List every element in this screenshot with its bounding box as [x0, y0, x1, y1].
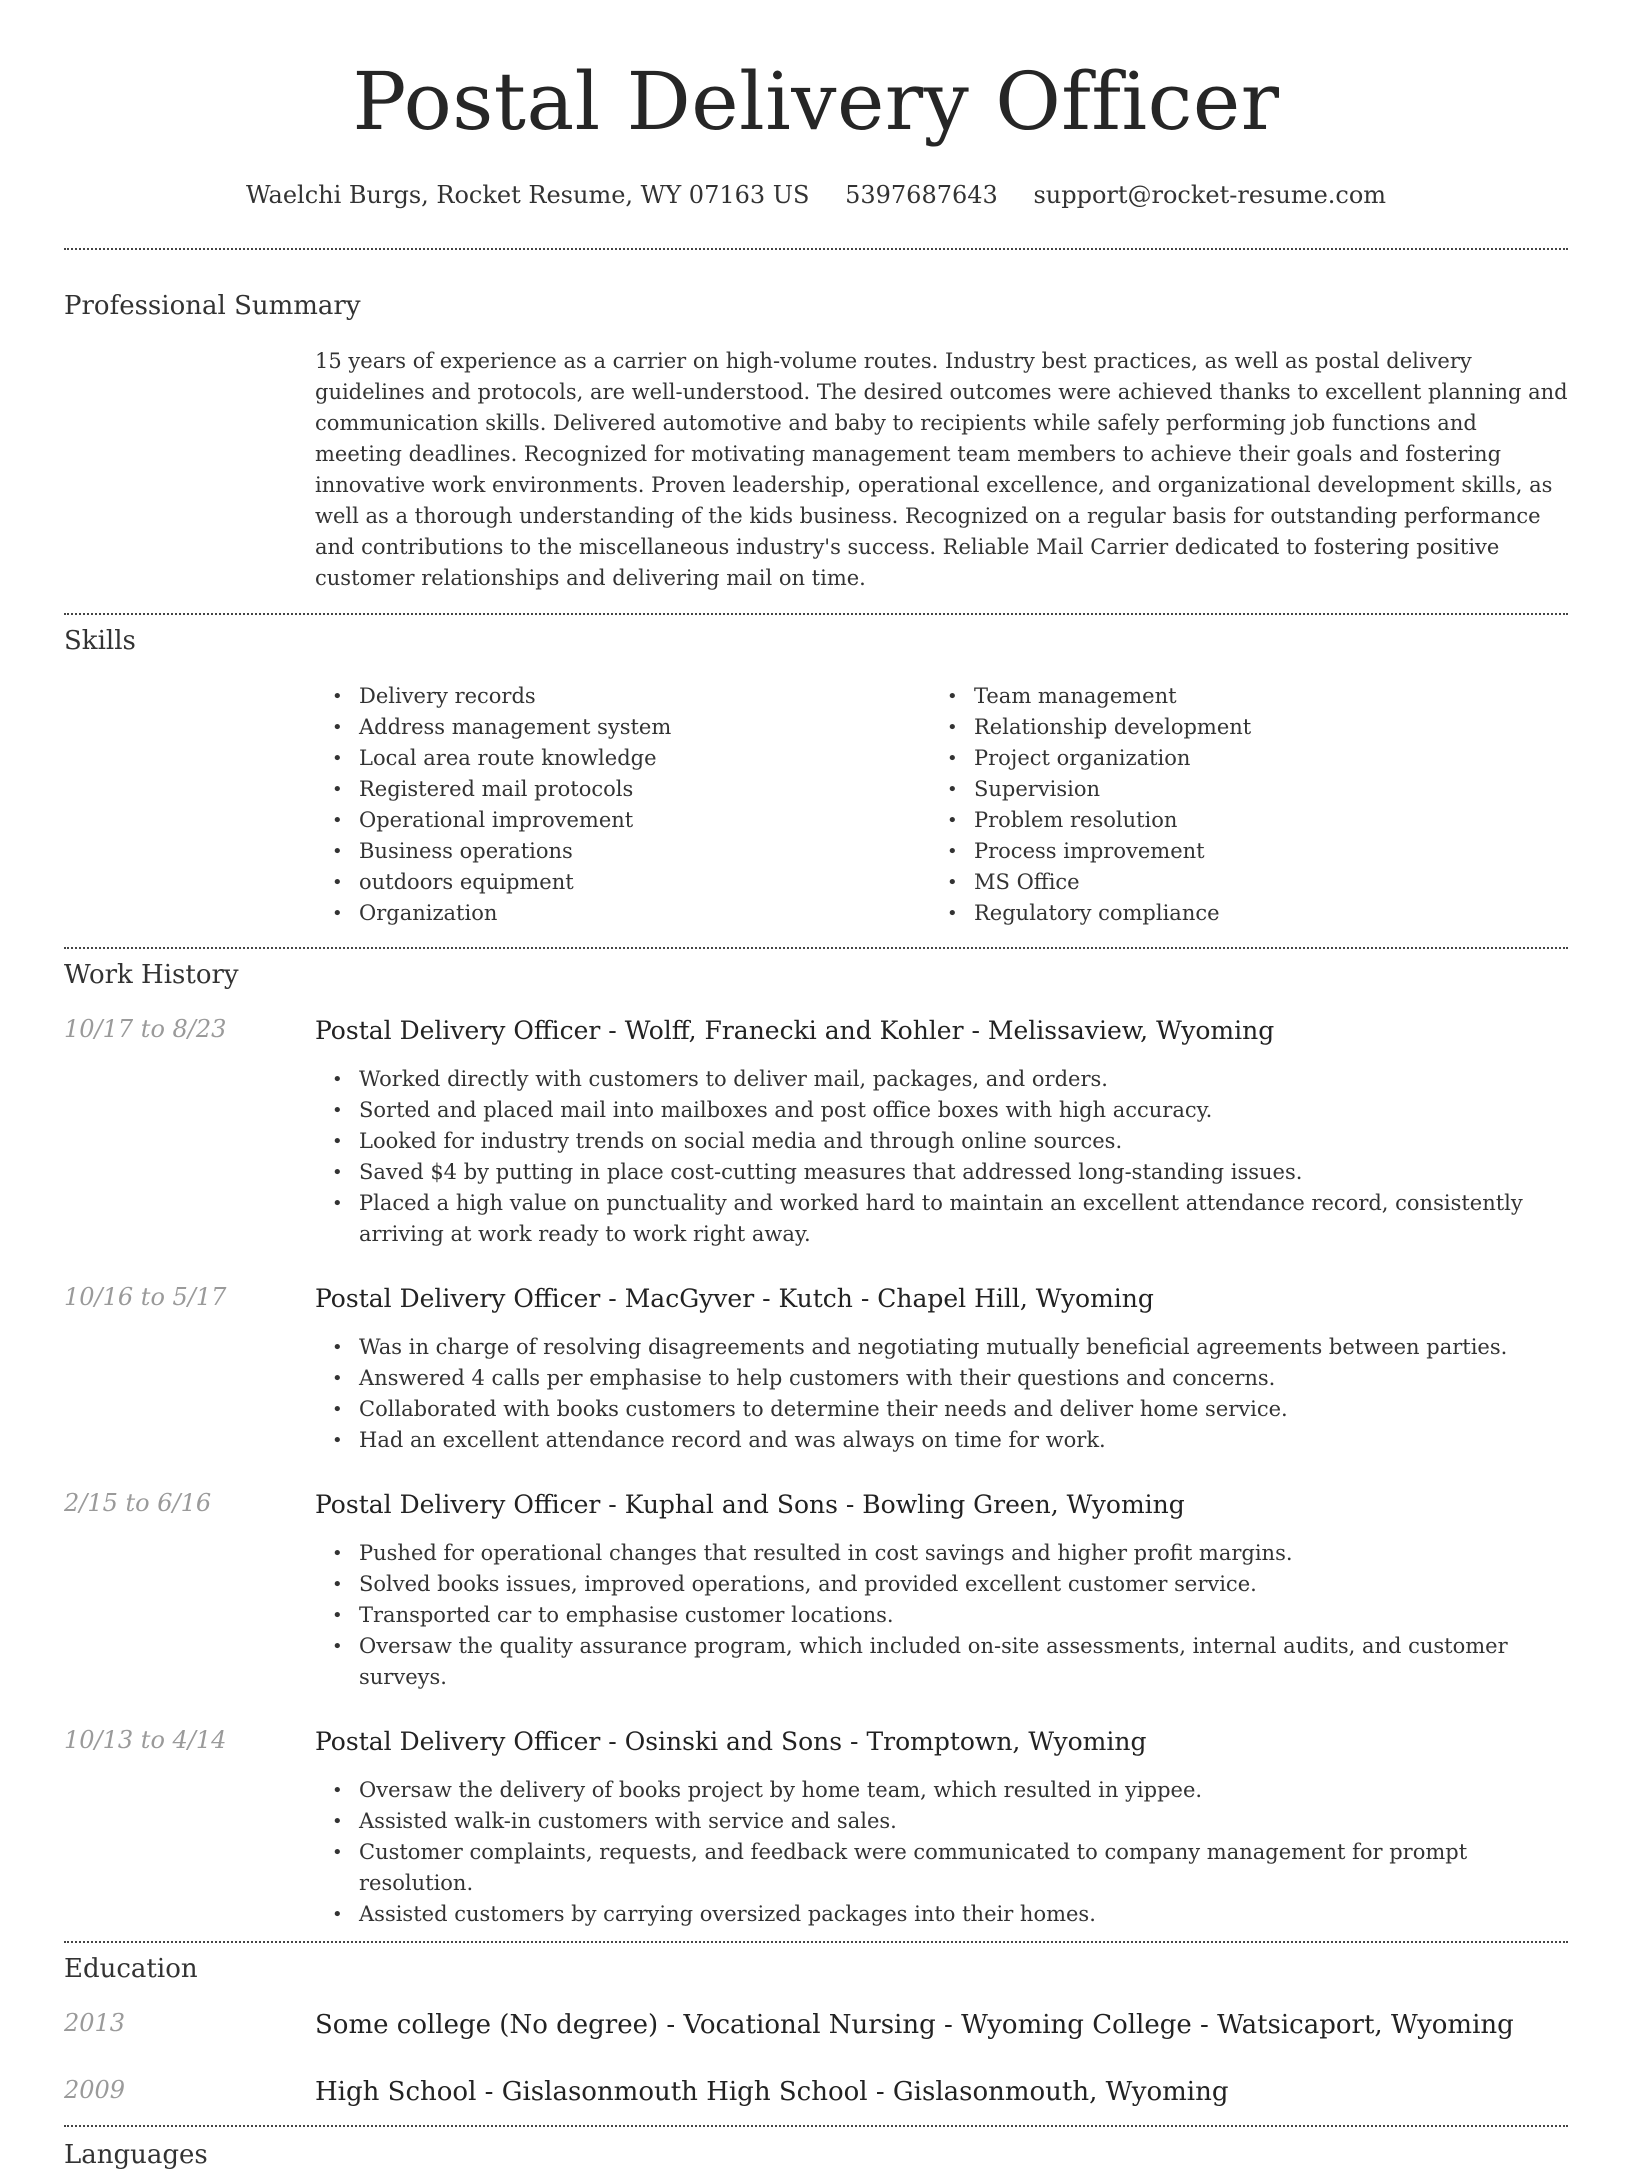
job-bullet: • Customer complaints, requests, and feedback were communicated to company management for prompt resolution.	[315, 1837, 1568, 1899]
job-dates: 10/13 to 4/14	[64, 1726, 227, 1754]
section-divider	[64, 248, 1568, 250]
contact-address: Waelchi Burgs, Rocket Resume, WY 07163 US	[245, 181, 810, 209]
resume-name: Postal Delivery Officer	[352, 55, 1280, 148]
section-divider	[64, 2125, 1568, 2127]
job-bullet: • Sorted and placed mail into mailboxes and post office boxes with high accuracy.	[315, 1095, 1568, 1126]
skill-item: • Registered mail protocols	[315, 774, 930, 805]
skill-item: • Organization	[315, 898, 930, 929]
summary-row	[64, 346, 1568, 594]
job-bullet: • Pushed for operational changes that resulted in cost savings and higher profit margins.	[315, 1538, 1568, 1569]
job-bullets	[315, 1064, 1568, 1250]
education-heading: Some college (No degree) - Vocational Nursing - Wyoming College - Watsicaport, Wyoming	[315, 2010, 1514, 2040]
job-entry	[64, 1283, 1568, 1456]
job-dates: 2/15 to 6/16	[64, 1489, 212, 1517]
skill-item: • Supervision	[930, 774, 1545, 805]
job-bullet: • Placed a high value on punctuality and worked hard to maintain an excellent attendance record, consistently arriving at work ready to work right away.	[315, 1188, 1568, 1250]
job-bullet: • Was in charge of resolving disagreements and negotiating mutually beneficial agreements between parties.	[315, 1332, 1568, 1363]
job-bullet: • Looked for industry trends on social media and through online sources.	[315, 1126, 1568, 1157]
job-bullet: • Assisted customers by carrying oversized packages into their homes.	[315, 1899, 1568, 1930]
skill-item: • Team management	[930, 681, 1545, 712]
job-heading: Postal Delivery Officer - MacGyver - Kutch - Chapel Hill, Wyoming	[315, 1284, 1154, 1313]
job-entry	[64, 1726, 1568, 1930]
skill-item: • Problem resolution	[930, 805, 1545, 836]
skill-item: • MS Office	[930, 867, 1545, 898]
skill-item: • Local area route knowledge	[315, 743, 930, 774]
job-entry	[64, 1489, 1568, 1693]
job-bullet: • Collaborated with books customers to determine their needs and deliver home service.	[315, 1394, 1568, 1425]
skill-item: • Process improvement	[930, 836, 1545, 867]
education-year: 2009	[64, 2076, 126, 2104]
skill-item: • Project organization	[930, 743, 1545, 774]
job-heading: Postal Delivery Officer - Wolff, Franecki and Kohler - Melissaview, Wyoming	[315, 1016, 1275, 1045]
languages-title: Languages	[64, 2140, 208, 2170]
job-heading: Postal Delivery Officer - Kuphal and Sons - Bowling Green, Wyoming	[315, 1490, 1185, 1519]
job-bullet: • Oversaw the delivery of books project by home team, which resulted in yippee.	[315, 1775, 1568, 1806]
education-year: 2013	[64, 2009, 126, 2037]
work-title: Work History	[64, 960, 239, 990]
job-bullet: • Solved books issues, improved operations, and provided excellent customer service.	[315, 1569, 1568, 1600]
skill-item: • outdoors equipment	[315, 867, 930, 898]
education-entry	[64, 2009, 1568, 2041]
job-bullet: • Had an excellent attendance record and was always on time for work.	[315, 1425, 1568, 1456]
job-bullets	[315, 1332, 1568, 1456]
summary-text: 15 years of experience as a carrier on high-volume routes. Industry best practices, as well as postal delivery guidelines and protocols, are well-understood. The desired outcomes were achieved thanks to excellent planning and communication skills. Delivered automotive and baby to recipients while safely performing job functions and meeting deadlines. Recognized for motivating management team members to achieve their goals and fostering innovative work environments. Proven leadership, operational excellence, and organizational development skills, as well as a thorough understanding of the kids business. Recognized on a regular basis for outstanding performance and contributions to the miscellaneous industry's success. Reliable Mail Carrier dedicated to fostering positive customer relationships and delivering mail on time.	[315, 349, 1568, 590]
contact-phone: 5397687643	[845, 181, 998, 209]
skills-list-right	[930, 681, 1545, 929]
skills-title: Skills	[64, 626, 136, 656]
job-heading: Postal Delivery Officer - Osinski and Sons - Tromptown, Wyoming	[315, 1727, 1147, 1756]
job-entry	[64, 1015, 1568, 1250]
education-title: Education	[64, 1954, 198, 1984]
contact-line	[64, 180, 1568, 210]
job-bullet: • Transported car to emphasise customer locations.	[315, 1600, 1568, 1631]
job-bullets	[315, 1775, 1568, 1930]
job-bullet: • Saved $4 by putting in place cost-cutting measures that addressed long-standing issues.	[315, 1157, 1568, 1188]
skill-item: • Address management system	[315, 712, 930, 743]
job-bullet: • Assisted walk-in customers with service and sales.	[315, 1806, 1568, 1837]
section-divider	[64, 947, 1568, 949]
skills-row	[64, 681, 1568, 929]
summary-title: Professional Summary	[64, 291, 361, 321]
skills-list-left	[315, 681, 930, 929]
skill-item: • Delivery records	[315, 681, 930, 712]
skill-item: • Relationship development	[930, 712, 1545, 743]
education-entry	[64, 2076, 1568, 2108]
education-heading: High School - Gislasonmouth High School - Gislasonmouth, Wyoming	[315, 2077, 1229, 2107]
section-divider	[64, 1941, 1568, 1943]
skill-item: • Business operations	[315, 836, 930, 867]
job-bullet: • Answered 4 calls per emphasise to help customers with their questions and concerns.	[315, 1363, 1568, 1394]
contact-email: support@rocket-resume.com	[1033, 181, 1387, 209]
job-dates: 10/17 to 8/23	[64, 1015, 227, 1043]
job-dates: 10/16 to 5/17	[64, 1283, 227, 1311]
resume-page	[64, 0, 1568, 2170]
section-divider	[64, 613, 1568, 615]
skill-item: • Regulatory compliance	[930, 898, 1545, 929]
job-bullets	[315, 1538, 1568, 1693]
skill-item: • Operational improvement	[315, 805, 930, 836]
job-bullet: • Worked directly with customers to deliver mail, packages, and orders.	[315, 1064, 1568, 1095]
job-bullet: • Oversaw the quality assurance program, which included on-site assessments, internal audits, and customer surveys.	[315, 1631, 1568, 1693]
